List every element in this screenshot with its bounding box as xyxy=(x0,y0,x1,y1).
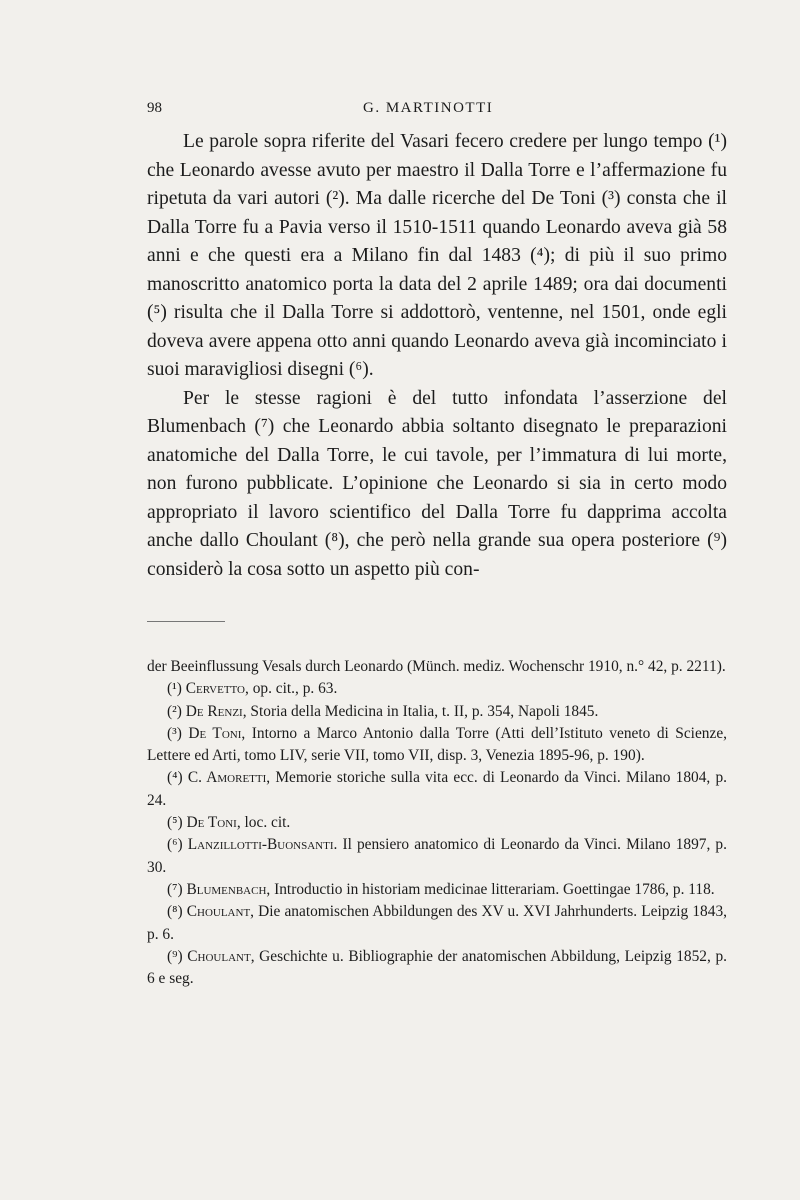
paragraph xyxy=(147,128,727,385)
footnote-text: , op. cit., p. 63. xyxy=(245,680,338,698)
footnote-text: (⁸) xyxy=(167,903,187,921)
footnote-title: Die anatomischen Abbildungen des XV u. XVI Jahrhunderts. xyxy=(258,903,638,921)
paragraph xyxy=(147,385,727,585)
footnotes xyxy=(147,656,727,990)
footnote-text: , loc. cit. xyxy=(236,814,291,832)
footnote-text: . xyxy=(333,836,343,854)
footnote-author: De Renzi xyxy=(185,702,243,720)
running-head: G. MARTINOTTI xyxy=(363,100,494,116)
footnote-text: Leipzig 1843, p. 6. xyxy=(147,903,727,943)
footnote-text: (¹) xyxy=(167,680,186,698)
page-number: 98 xyxy=(147,100,162,116)
footnote-text: , xyxy=(266,880,275,898)
footnote xyxy=(147,812,727,834)
footnote-text: , xyxy=(242,702,251,720)
footnote-text: Milano 1897, p. 30. xyxy=(147,836,727,876)
footnote-text: , Leipzig 1852, p. 6 e seg. xyxy=(147,947,728,988)
footnote-text: (⁷) xyxy=(167,880,187,898)
footnote xyxy=(147,946,727,991)
footnote-author: De Toni xyxy=(186,814,237,832)
footnote-title: Il pensiero anatomico di Leonardo da Vinci. xyxy=(342,836,622,854)
main-text xyxy=(147,128,727,584)
footnote-text: (⁶) xyxy=(167,836,188,854)
footnote-text: , xyxy=(250,947,260,965)
footnote xyxy=(147,879,727,901)
footnote-title: Geschichte u. Bibliographie der anatomischen Abbildung xyxy=(259,947,617,965)
footnote-author: Choulant xyxy=(186,903,251,921)
footnote xyxy=(147,767,727,812)
footnote-text: (⁹) xyxy=(167,947,188,965)
footnote-author: Cervetto xyxy=(185,680,246,698)
footnote-text: , t. II, p. 354, Napoli 1845. xyxy=(434,702,599,720)
footnote-author: De Toni xyxy=(188,724,242,742)
footnote-author: Choulant xyxy=(187,947,251,965)
footnote-text: Goettingae 1786, p. 118. xyxy=(559,880,715,898)
footnote xyxy=(147,701,727,723)
footnote-text: (⁴) xyxy=(167,769,188,787)
footnote-text: (Atti dell’Istituto veneto di Scienze, Lettere ed Arti, tomo LIV, serie VII, tomo VII, disp. 3, Venezia 1895-96, p. 190). xyxy=(147,724,727,765)
footnote xyxy=(147,656,727,678)
footnote-title: Memorie storiche sulla vita ecc. di Leonardo da Vinci. xyxy=(275,769,621,787)
footnote xyxy=(147,678,727,700)
footnote-separator xyxy=(147,621,225,622)
paragraph-text: Per le stesse ragioni è del tutto infondata l’asserzione del Blumenbach (⁷) che Leonardo abbia soltanto disegnato le preparazioni anatomiche del Dalla Torre, le cui tavole, per l’immatura di lui morte, non furono pubblicate. L’opinione che Leonardo si sia in certo modo appropriato il lavoro scientifico del Dalla Torre fu dapprima accolta anche dallo Choulant (⁸), che però nella grande sua opera posteriore (⁹) considerò la cosa sotto un aspetto più con- xyxy=(147,387,727,580)
paragraph-text: Le parole sopra riferite del Vasari fecero credere per lungo tempo (¹) che Leonardo avesse avuto per maestro il Dalla Torre e l’affermazione fu ripetuta da vari autori (²). Ma dalle ricerche del De Toni (³) consta che il Dalla Torre fu a Pavia verso il 1510-1511 quando Leonardo aveva già 58 anni e che questi era a Milano fin dal 1483 (⁴); di più il suo primo manoscritto anatomico porta la data del 2 aprile 1489; ora dai documenti (⁵) risulta che il Dalla Torre si addottorò, ventenne, nel 1501, onde egli doveva avere appena otto anni quando Leonardo aveva già incominciato i suoi maravigliosi disegni (⁶). xyxy=(147,131,727,380)
footnote-author: Blumenbach xyxy=(186,880,267,898)
footnote xyxy=(147,834,727,879)
footnote-title: Storia della Medicina in Italia xyxy=(250,702,435,720)
footnote-author: C. Amoretti xyxy=(187,769,267,787)
footnote-text: 1910, n.° 42, p. 2211). xyxy=(584,658,726,675)
footnote-title: der Beeinflussung Vesals durch Leonardo (Münch. mediz. Wochenschr xyxy=(147,658,585,675)
footnote-title: Intorno a Marco Antonio dalla Torre xyxy=(251,724,489,742)
footnote-text: (⁵) xyxy=(167,814,187,832)
footnote-text: Milano 1804, p. 24. xyxy=(147,769,727,809)
footnote-title: Introductio in historiam medicinae litterariam. xyxy=(274,880,560,898)
footnote-text: (²) xyxy=(167,702,186,720)
footnote xyxy=(147,901,727,946)
footnote-text: , xyxy=(266,769,276,787)
footnote-text: , xyxy=(250,903,259,921)
footnote-author: Lanzillotti-Buonsanti xyxy=(187,836,334,854)
footnote-text: , xyxy=(241,724,252,742)
footnote xyxy=(147,723,727,768)
footnote-text: (³) xyxy=(167,724,189,742)
